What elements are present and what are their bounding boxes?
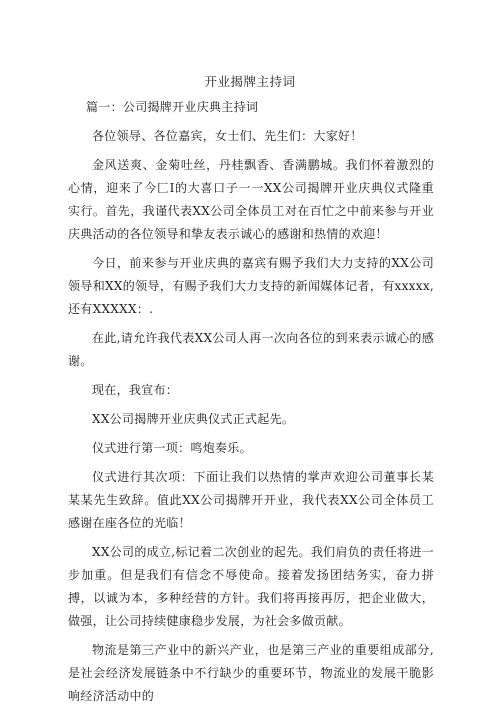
body-paragraph: 在此,请允许我代表XX公司人再一次向各位的到来表示诚心的感谢。 [68, 331, 434, 368]
body-paragraph: 金风送爽、金菊吐丝，丹桂飘香、香满鹏城。我们怀着激烈的心情，迎来了今匚I的大喜口子一一XX公司揭牌开业庆典仪式隆重实行。首先，我谨代表XX公司全体员工对在百忙之中前来参与开业庆典活动的各位领导和挚友表示诚心的感谢和热情的欢迎！ [68, 158, 434, 241]
body-paragraph: 现在，我宣布： [92, 383, 179, 397]
body-paragraph: 物流是第三产业中的新兴产业，也是第三产业的重要组成部分,是社会经济发展链条中不行缺少的重要环节，物流业的发展干脆影响经济活动中的 [68, 643, 434, 703]
document-title: 开业揭牌主持词 [204, 74, 296, 89]
body-paragraph: 今日，前来参与开业庆典的嘉宾有赐予我们大力支持的XX公司领导和XX的领导，有赐予我们大力支持的新闻媒体记者，有xxxxx,还有XXXXX：. [68, 256, 434, 316]
body-paragraph: XX公司揭牌开业庆典仪式正式起先。 [92, 412, 295, 426]
body-paragraph: 仪式进行其次项：下面让我们以热情的掌声欢迎公司董事长某某某先生致辞。值此XX公司揭牌开开业，我代表XX公司全体员工感谢在座各位的光临！ [68, 470, 434, 530]
body-paragraph: 仪式进行第一项：鸣炮奏乐。 [92, 441, 252, 455]
section-heading: 篇一：公司揭牌开业庆典主持词 [86, 100, 259, 114]
greeting-paragraph: 各位领导、各位嘉宾，女士们、先生们：大家好！ [92, 129, 363, 143]
body-paragraph: XX公司的成立,标记着二次创业的起先。我们肩负的责任将进一步加重。但是我们有信念不辱使命。接着发扬团结务实，奋力拼搏，以诚为本，多种经营的方针。我们将再接再厉，把企业做大，做强，让公司持续健康稳步发展，为社会多做贡献。 [68, 545, 434, 628]
document-body [68, 96, 434, 714]
